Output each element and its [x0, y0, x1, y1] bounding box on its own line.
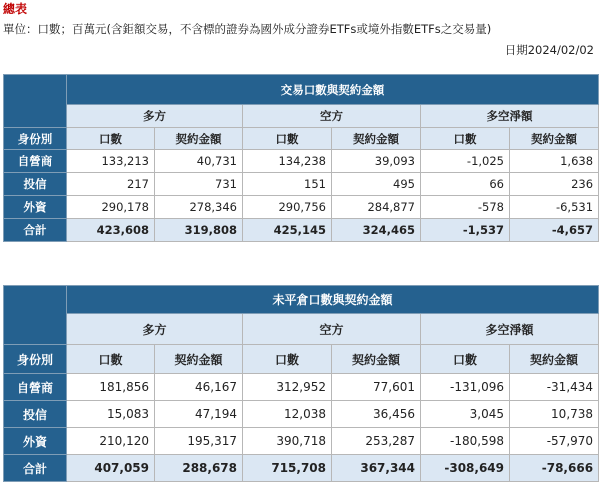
cell: 290,178 — [67, 196, 155, 219]
cell: 390,718 — [243, 428, 332, 455]
cell: 210,120 — [67, 428, 155, 455]
cell: 423,608 — [67, 219, 155, 242]
col-header: 口數 — [67, 128, 155, 150]
row-label: 合計 — [4, 455, 67, 482]
cell: -4,657 — [510, 219, 599, 242]
cell: 134,238 — [243, 150, 332, 173]
cell: 217 — [67, 173, 155, 196]
cell: 290,756 — [243, 196, 332, 219]
sub-header-net: 多空淨額 — [421, 314, 599, 345]
table-row — [4, 150, 599, 173]
table-row — [4, 173, 599, 196]
sub-header-long: 多方 — [67, 314, 243, 345]
col-header: 口數 — [67, 345, 155, 374]
table-row — [4, 428, 599, 455]
cell: -1,537 — [421, 219, 510, 242]
row-label: 自營商 — [4, 150, 67, 173]
cell: 46,167 — [155, 374, 243, 401]
col-header-identity: 身份別 — [4, 128, 67, 150]
cell: 181,856 — [67, 374, 155, 401]
table-row — [4, 374, 599, 401]
cell: -6,531 — [510, 196, 599, 219]
col-header: 契約金額 — [155, 345, 243, 374]
table-row — [4, 196, 599, 219]
cell: 195,317 — [155, 428, 243, 455]
cell: 236 — [510, 173, 599, 196]
col-header: 契約金額 — [510, 345, 599, 374]
cell: -57,970 — [510, 428, 599, 455]
row-label: 投信 — [4, 401, 67, 428]
row-label: 外資 — [4, 428, 67, 455]
row-label: 投信 — [4, 173, 67, 196]
cell: 3,045 — [421, 401, 510, 428]
group-header: 未平倉口數與契約金額 — [67, 286, 599, 314]
cell: 47,194 — [155, 401, 243, 428]
table-row-total — [4, 455, 599, 482]
cell: 284,877 — [332, 196, 421, 219]
cell: 288,678 — [155, 455, 243, 482]
group-header: 交易口數與契約金額 — [67, 75, 599, 105]
cell: 407,059 — [67, 455, 155, 482]
col-header: 口數 — [421, 128, 510, 150]
cell: 133,213 — [67, 150, 155, 173]
cell: 10,738 — [510, 401, 599, 428]
cell: 319,808 — [155, 219, 243, 242]
cell: -180,598 — [421, 428, 510, 455]
col-header: 契約金額 — [332, 345, 421, 374]
col-header: 契約金額 — [155, 128, 243, 150]
unit-note: 單位：口數；百萬元(含鉅額交易，不含標的證券為國外成分證券ETFs或境外指數ETFs之交易量) — [3, 22, 492, 36]
cell: -308,649 — [421, 455, 510, 482]
cell: 77,601 — [332, 374, 421, 401]
corner-cell — [4, 75, 67, 128]
cell: 367,344 — [332, 455, 421, 482]
table-row — [4, 401, 599, 428]
cell: -578 — [421, 196, 510, 219]
cell: 715,708 — [243, 455, 332, 482]
cell: 324,465 — [332, 219, 421, 242]
cell: 36,456 — [332, 401, 421, 428]
cell: 495 — [332, 173, 421, 196]
cell: 731 — [155, 173, 243, 196]
row-label: 外資 — [4, 196, 67, 219]
sub-header-net: 多空淨額 — [421, 105, 599, 128]
corner-cell — [4, 286, 67, 345]
cell: 253,287 — [332, 428, 421, 455]
cell: -78,666 — [510, 455, 599, 482]
cell: 425,145 — [243, 219, 332, 242]
cell: 151 — [243, 173, 332, 196]
sub-header-short: 空方 — [243, 105, 421, 128]
row-label: 自營商 — [4, 374, 67, 401]
cell: -31,434 — [510, 374, 599, 401]
col-header: 口數 — [243, 345, 332, 374]
cell: 39,093 — [332, 150, 421, 173]
col-header: 口數 — [243, 128, 332, 150]
cell: 278,346 — [155, 196, 243, 219]
cell: 40,731 — [155, 150, 243, 173]
page-title: 總表 — [3, 2, 28, 16]
cell: -1,025 — [421, 150, 510, 173]
col-header: 契約金額 — [510, 128, 599, 150]
table-row-total — [4, 219, 599, 242]
sub-header-short: 空方 — [243, 314, 421, 345]
col-header-identity: 身份別 — [4, 345, 67, 374]
report-date: 日期2024/02/02 — [504, 43, 594, 57]
col-header: 口數 — [421, 345, 510, 374]
row-label: 合計 — [4, 219, 67, 242]
cell: -131,096 — [421, 374, 510, 401]
open-interest-table — [3, 285, 599, 482]
sub-header-long: 多方 — [67, 105, 243, 128]
cell: 1,638 — [510, 150, 599, 173]
cell: 66 — [421, 173, 510, 196]
cell: 12,038 — [243, 401, 332, 428]
cell: 312,952 — [243, 374, 332, 401]
cell: 15,083 — [67, 401, 155, 428]
trading-volume-table — [3, 74, 599, 242]
col-header: 契約金額 — [332, 128, 421, 150]
